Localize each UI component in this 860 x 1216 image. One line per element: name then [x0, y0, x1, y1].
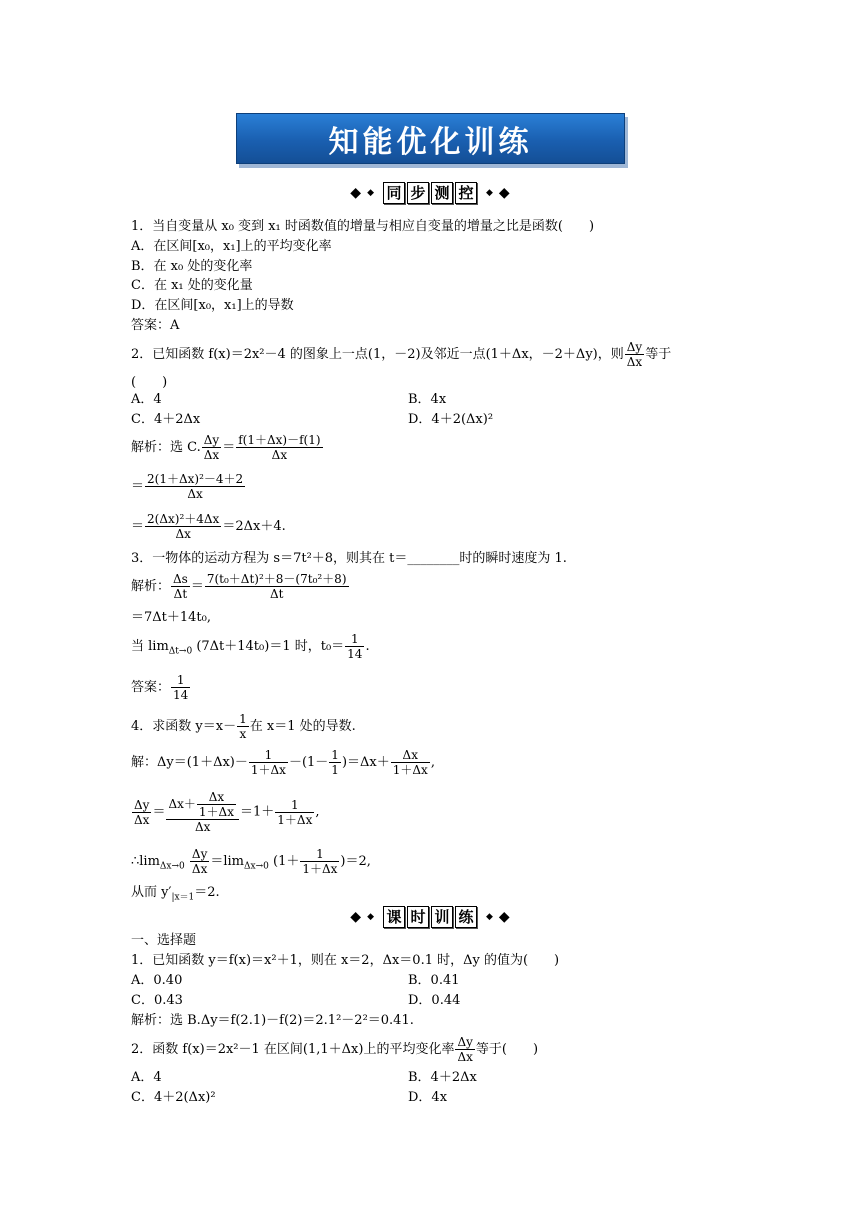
title-char: 同 [383, 182, 405, 204]
q4-solution-line3 [131, 847, 371, 876]
denominator: Δx [195, 820, 211, 834]
expression: －(1－ [288, 755, 329, 770]
fraction [132, 798, 151, 827]
denominator: Δx [187, 487, 203, 501]
q2-option-c: C．4＋2Δx [131, 412, 201, 427]
section-header-sync [0, 182, 860, 204]
numerator: Δx [391, 748, 430, 763]
denominator: 1＋Δx [198, 805, 234, 819]
q1-answer: 答案：A [131, 318, 180, 333]
e1-option-c: C．0.43 [131, 993, 183, 1008]
fraction [300, 847, 339, 876]
title-char: 时 [407, 906, 429, 928]
e1-stem: 1．已知函数 y＝f(x)＝x²＋1，则在 x＝2，Δx＝0.1 时，Δy 的值为( ) [131, 953, 560, 968]
numerator-text: Δx＋ [168, 797, 196, 811]
diamond-icon: ◆ [498, 185, 510, 201]
q2-option-b: B．4x [408, 392, 447, 407]
numerator: Δy [457, 1035, 473, 1049]
section-title-lesson [383, 906, 477, 928]
lim-label: ∴lim [131, 854, 160, 869]
q1-option-d: D．在区间[x₀，x₁]上的导数 [131, 298, 294, 313]
lim-label: 当 lim [131, 639, 169, 654]
e2-option-a: A．4 [131, 1070, 162, 1085]
e2-option-b: B．4＋2Δx [408, 1070, 477, 1085]
title-char: 控 [455, 182, 477, 204]
equals: ＝ [190, 579, 204, 594]
numerator: Δy [191, 847, 208, 861]
numerator: Δy [134, 797, 150, 812]
fraction [190, 847, 209, 876]
numerator: Δs [173, 572, 188, 586]
result: ＝2Δx＋4. [222, 519, 286, 534]
expression: (1＋ [273, 854, 300, 869]
numerator: 1 [249, 748, 288, 763]
lim-subscript: Δt→0 [168, 646, 193, 657]
period: . [365, 639, 370, 654]
q4-solution-line2 [131, 790, 319, 834]
denominator: 1＋Δx [250, 763, 286, 777]
banner-title: 知能优化训练 [328, 124, 533, 160]
q2-solution-line1 [131, 433, 324, 462]
fraction [202, 433, 221, 462]
comma: , [430, 755, 435, 770]
title-char: 步 [407, 182, 429, 204]
q3-solution-line1 [131, 572, 350, 601]
numerator: 1 [275, 798, 314, 813]
q1-option-b: B．在 x₀ 处的变化率 [131, 259, 253, 274]
stem-text: 4．求函数 y＝x－ [131, 719, 237, 734]
comma: , [315, 804, 320, 820]
fraction [391, 748, 430, 777]
fraction [275, 798, 314, 827]
fraction [455, 1035, 474, 1064]
label: 解析： [131, 579, 171, 594]
section-header-lesson [0, 906, 860, 928]
q2-option-a: A．4 [131, 392, 162, 407]
stem-text: 2．函数 f(x)＝2x²－1 在区间(1,1＋Δx)上的平均变化率 [131, 1042, 455, 1057]
q3-answer [131, 673, 191, 702]
denominator: Δx [457, 1050, 473, 1064]
denominator: 1＋Δx [302, 862, 338, 876]
denominator: Δx [203, 448, 220, 462]
q2-stem-text: 2．已知函数 f(x)＝2x²－4 的图象上一点(1，－2)及邻近一点(1＋Δx，－2＋Δy)，则 [131, 347, 624, 362]
denominator: Δt [173, 587, 188, 601]
section-title-sync [383, 182, 477, 204]
q2-option-d: D．4＋2(Δx)² [408, 412, 494, 427]
denominator: Δt [269, 587, 284, 601]
q1-option-c: C．在 x₁ 处的变化量 [131, 278, 253, 293]
equals: ＝ [222, 440, 236, 455]
fraction [171, 673, 190, 702]
result: )＝2, [340, 854, 371, 869]
q3-solution-line3 [131, 632, 370, 661]
numerator: f(1＋Δx)－f(1) [238, 433, 321, 447]
q2-stem-tail: 等于 [645, 347, 672, 362]
numerator: 2(Δx)²＋4Δx [147, 512, 220, 526]
diamond-icon: ◆ [350, 909, 362, 925]
fraction [249, 748, 288, 777]
e1-option-d: D．0.44 [408, 993, 461, 1008]
q4-stem [131, 712, 356, 741]
e1-option-a: A．0.40 [131, 973, 183, 988]
e2-stem [131, 1035, 538, 1064]
q1-option-a: A．在区间[x₀，x₁]上的平均变化率 [131, 239, 332, 254]
q2-paren: ( ) [131, 375, 168, 390]
denominator: Δx [134, 812, 150, 827]
q3-stem: 3．一物体的运动方程为 s＝7t²＋8，则其在 t＝________时的瞬时速度为 1. [131, 551, 567, 566]
answer-label: 答案： [131, 680, 171, 695]
denominator: 1＋Δx [392, 763, 428, 777]
denominator: x [239, 727, 247, 741]
q4-solution-line1 [131, 748, 435, 777]
stem-text: 在 x＝1 处的导数. [249, 719, 356, 734]
fraction [329, 748, 341, 777]
numerator: 1 [171, 673, 190, 688]
small-diamond-icon: ◆ [367, 188, 374, 198]
numerator: 1 [331, 748, 339, 762]
part-heading: 一、选择题 [131, 933, 197, 948]
fraction [237, 712, 249, 741]
result: ＝2. [194, 885, 220, 900]
numerator: 2(1＋Δx)²－4＋2 [147, 472, 244, 486]
e2-option-c: C．4＋2(Δx)² [131, 1090, 216, 1105]
numerator: 1 [239, 712, 247, 726]
numerator: 1 [345, 632, 364, 647]
numerator: Δy [626, 340, 643, 354]
fraction [145, 472, 245, 501]
lim-label: ＝lim [210, 854, 245, 869]
denominator: 1＋Δx [277, 812, 313, 827]
e2-option-d: D．4x [408, 1090, 448, 1105]
denominator: Δx [175, 527, 191, 541]
diamond-icon: ◆ [498, 909, 510, 925]
numerator: 7(t₀＋Δt)²＋8－(7t₀²＋8) [206, 572, 347, 586]
numerator: 1 [300, 847, 339, 862]
title-char: 课 [383, 906, 405, 928]
expression: 解：Δy＝(1＋Δx)－ [131, 755, 248, 770]
equals: ＝ [131, 479, 145, 494]
numerator: Δy [203, 433, 220, 447]
title-char: 测 [431, 182, 453, 204]
denominator: Δx [626, 355, 643, 369]
equals: ＝ [152, 804, 166, 820]
fraction [171, 572, 190, 601]
compound-fraction [166, 790, 239, 834]
q2-solution-line3 [131, 512, 286, 541]
fraction [145, 512, 221, 541]
numerator [166, 790, 239, 820]
label: 解析：选 C. [131, 440, 201, 455]
q3-solution-line2: ＝7Δt＋14t₀, [131, 610, 211, 625]
numerator: Δx [197, 790, 236, 805]
expression: (7Δt＋14t₀)＝1 时，t₀＝ [196, 639, 345, 654]
denominator: 1 [331, 763, 339, 777]
denominator: 14 [347, 647, 363, 661]
denominator: Δx [191, 862, 208, 876]
diamond-icon: ◆ [350, 185, 362, 201]
fraction [205, 572, 349, 601]
q2-fraction [625, 340, 644, 369]
e1-option-b: B．0.41 [408, 973, 460, 988]
small-diamond-icon: ◆ [367, 912, 374, 922]
denominator: Δx [271, 448, 288, 462]
title-char: 练 [455, 906, 477, 928]
expression: 从而 y′ [131, 885, 172, 900]
lim-subscript: Δx→0 [244, 861, 269, 872]
fraction [345, 632, 364, 661]
small-diamond-icon: ◆ [486, 912, 493, 922]
q2-solution-line2 [131, 472, 246, 501]
equals: ＝ [131, 519, 145, 534]
expression: )＝Δx＋ [341, 755, 390, 770]
title-banner [236, 113, 625, 164]
inner-fraction [197, 790, 236, 819]
lim-subscript: Δx→0 [159, 861, 185, 872]
fraction [236, 433, 322, 462]
e1-solution: 解析：选 B.Δy＝f(2.1)－f(2)＝2.1²－2²＝0.41. [131, 1013, 414, 1028]
subscript: |x＝1 [171, 892, 195, 903]
small-diamond-icon: ◆ [486, 188, 493, 198]
q1-stem: 1．当自变量从 x₀ 变到 x₁ 时函数值的增量与相应自变量的增量之比是函数( ) [131, 219, 595, 234]
denominator: 14 [173, 688, 189, 702]
q2-stem [131, 340, 671, 369]
expression: ＝1＋ [239, 804, 275, 820]
q4-solution-line4 [131, 885, 220, 906]
title-char: 训 [431, 906, 453, 928]
stem-tail: 等于( ) [475, 1042, 539, 1057]
